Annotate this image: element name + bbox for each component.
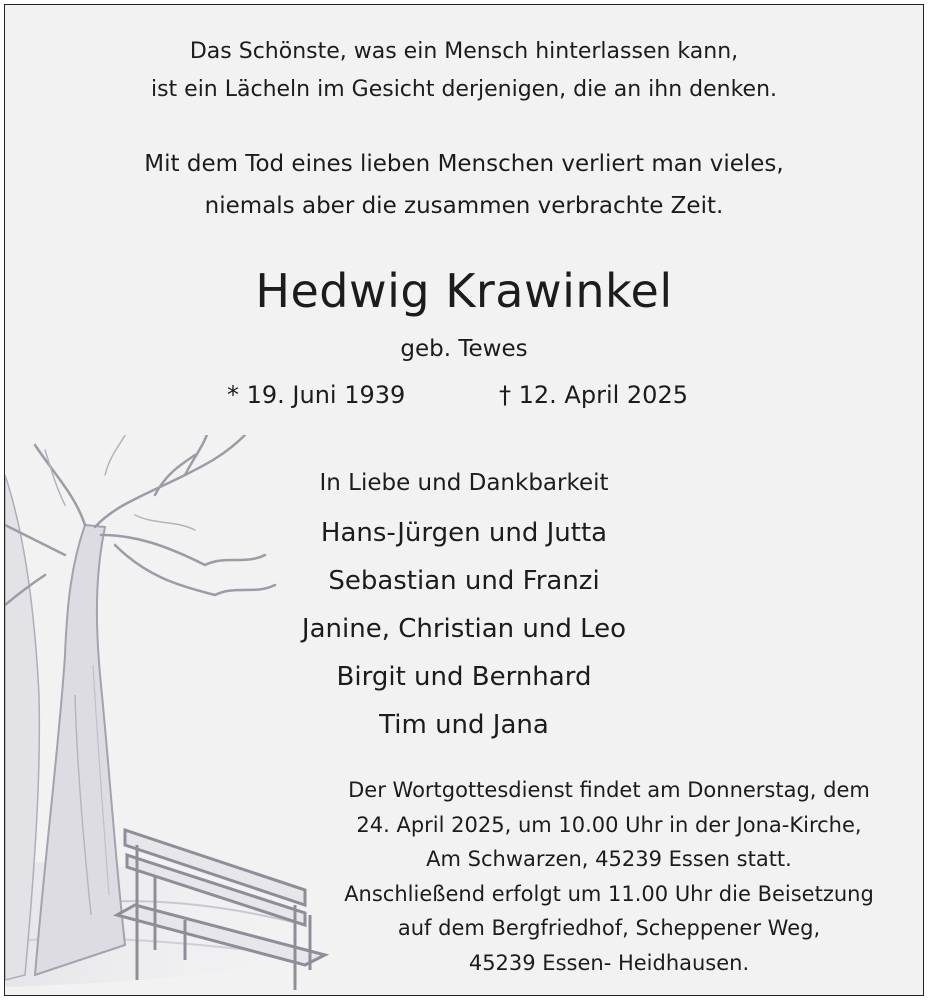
deceased-name: Hedwig Krawinkel: [255, 264, 673, 318]
quote-upper: [5, 33, 923, 109]
mourner-entry: Sebastian und Franzi: [328, 566, 600, 596]
mourner-entry: Birgit und Bernhard: [336, 662, 592, 692]
quote-line: niemals aber die zusammen verbrachte Zeit.: [204, 193, 724, 219]
maiden-name: geb. Tewes: [400, 336, 528, 362]
mourner-entry: Hans-Jürgen und Jutta: [320, 518, 608, 548]
birth-date: * 19. Juni 1939: [227, 381, 406, 409]
death-date: † 12. April 2025: [499, 381, 688, 409]
service-line: 24. April 2025, um 10.00 Uhr in der Jona-Kirche,: [356, 812, 862, 837]
mourner-entry: Janine, Christian und Leo: [301, 614, 627, 644]
service-line: auf dem Bergfriedhof, Scheppener Weg,: [397, 916, 821, 940]
mourner-entry: Tim und Jana: [379, 710, 549, 740]
service-line: Am Schwarzen, 45239 Essen statt.: [426, 847, 792, 871]
service-line: Anschließend erfolgt um 11.00 Uhr die Beisetzung: [344, 881, 874, 906]
quote-line: Mit dem Tod eines lieben Menschen verliert man vieles,: [144, 151, 784, 177]
quote-line: Das Schönste, was ein Mensch hinterlassen kann,: [189, 39, 739, 64]
mourners-list: [5, 509, 923, 749]
service-line: Der Wortgottesdienst findet am Donnerstag, dem: [348, 778, 870, 802]
obituary-notice: [4, 4, 924, 996]
funeral-service-info: [309, 773, 909, 980]
quote-line: ist ein Lächeln im Gesicht derjenigen, die an ihn denken.: [150, 77, 778, 102]
quote-lower: [5, 143, 923, 227]
mourners-greeting: In Liebe und Dankbarkeit: [319, 470, 609, 496]
service-line: 45239 Essen- Heidhausen.: [468, 950, 750, 975]
